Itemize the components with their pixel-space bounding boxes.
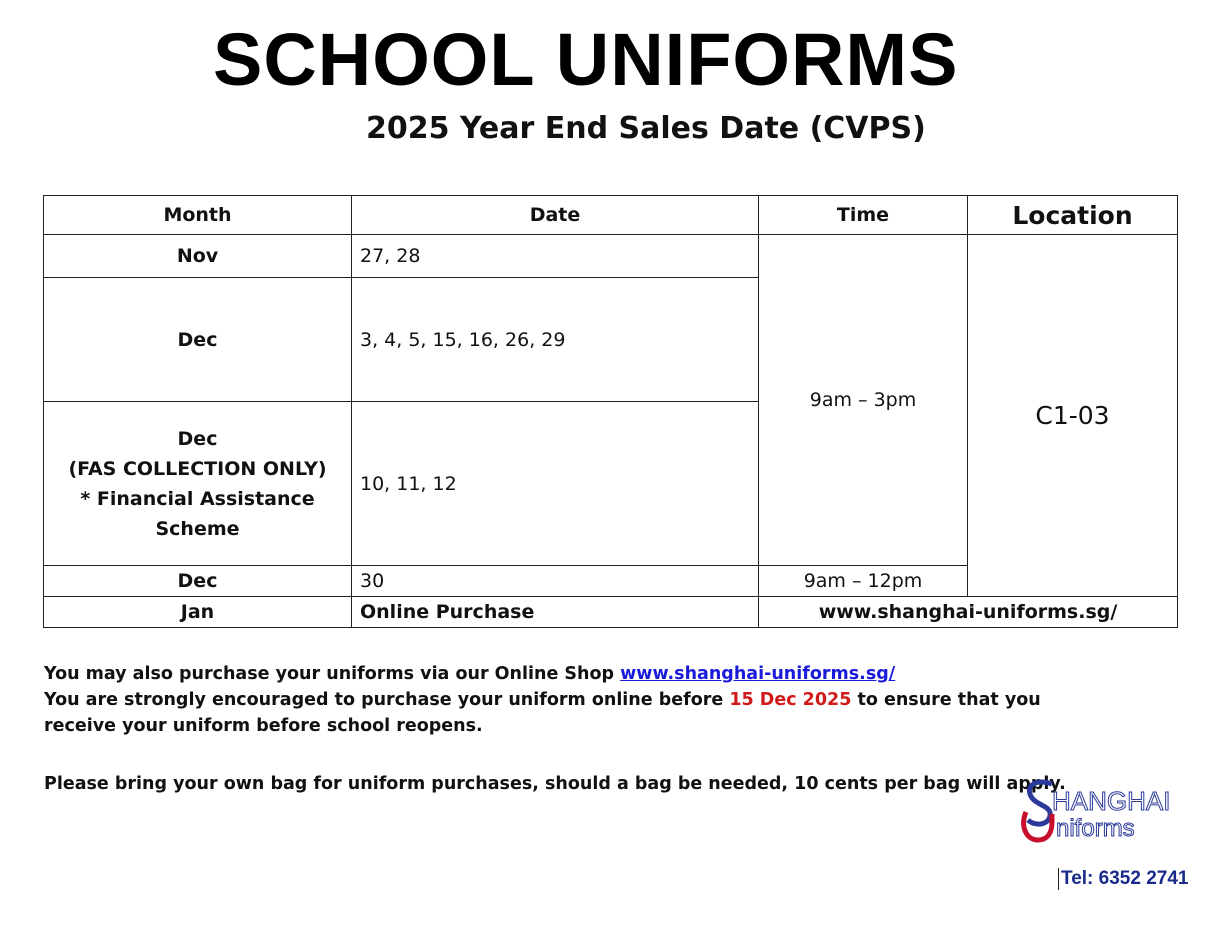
fas-line: Scheme bbox=[155, 517, 240, 540]
table-row bbox=[44, 235, 1178, 278]
row-date: 3, 4, 5, 15, 16, 26, 29 bbox=[352, 278, 759, 402]
note-text: You may also purchase your uniforms via our Online Shop bbox=[44, 664, 621, 684]
fas-line: (FAS COLLECTION ONLY) bbox=[68, 457, 327, 480]
online-shop-link[interactable]: www.shanghai-uniforms.sg/ bbox=[620, 664, 896, 684]
header-time: Time bbox=[759, 196, 968, 235]
row-time: 9am – 12pm bbox=[759, 566, 968, 597]
row-date: Online Purchase bbox=[352, 597, 759, 628]
table-header-row bbox=[44, 196, 1178, 235]
fas-line: Dec bbox=[177, 427, 218, 450]
online-shop-url[interactable]: www.shanghai-uniforms.sg/ bbox=[759, 597, 1178, 628]
sales-schedule-table bbox=[43, 195, 1178, 628]
row-date: 10, 11, 12 bbox=[352, 402, 759, 566]
page-title: SCHOOL UNIFORMS bbox=[213, 18, 959, 101]
page-subtitle: 2025 Year End Sales Date (CVPS) bbox=[366, 111, 926, 146]
logo-top-text: HANGHAI bbox=[1052, 786, 1171, 816]
logo-bottom-text: niforms bbox=[1056, 815, 1135, 842]
row-month-fas bbox=[44, 402, 352, 566]
row-month: Dec bbox=[44, 278, 352, 402]
table-row bbox=[44, 597, 1178, 628]
row-month: Jan bbox=[44, 597, 352, 628]
header-date: Date bbox=[352, 196, 759, 235]
deadline-date: 15 Dec 2025 bbox=[729, 690, 852, 710]
telephone-number: Tel: 6352 2741 bbox=[1058, 868, 1188, 890]
row-date: 27, 28 bbox=[352, 235, 759, 278]
note-online-shop bbox=[44, 661, 1104, 687]
header-location: Location bbox=[968, 196, 1178, 235]
note-text: to ensure that you receive your uniform before school reopens. bbox=[44, 690, 1041, 736]
note-text: You are strongly encouraged to purchase your uniform online before bbox=[44, 690, 730, 710]
row-month: Nov bbox=[44, 235, 352, 278]
shanghai-uniforms-logo bbox=[1018, 776, 1188, 844]
fas-line: * Financial Assistance bbox=[80, 487, 315, 510]
row-month: Dec bbox=[44, 566, 352, 597]
shared-location-cell: C1-03 bbox=[968, 235, 1178, 597]
notes-block bbox=[44, 661, 1104, 797]
logo-s-mark bbox=[1028, 782, 1052, 824]
header-month: Month bbox=[44, 196, 352, 235]
row-date: 30 bbox=[352, 566, 759, 597]
shared-time-cell: 9am – 3pm bbox=[759, 235, 968, 566]
note-encourage bbox=[44, 687, 1104, 739]
note-bag: Please bring your own bag for uniform purchases, should a bag be needed, 10 cents per bag will apply. bbox=[44, 774, 1066, 794]
